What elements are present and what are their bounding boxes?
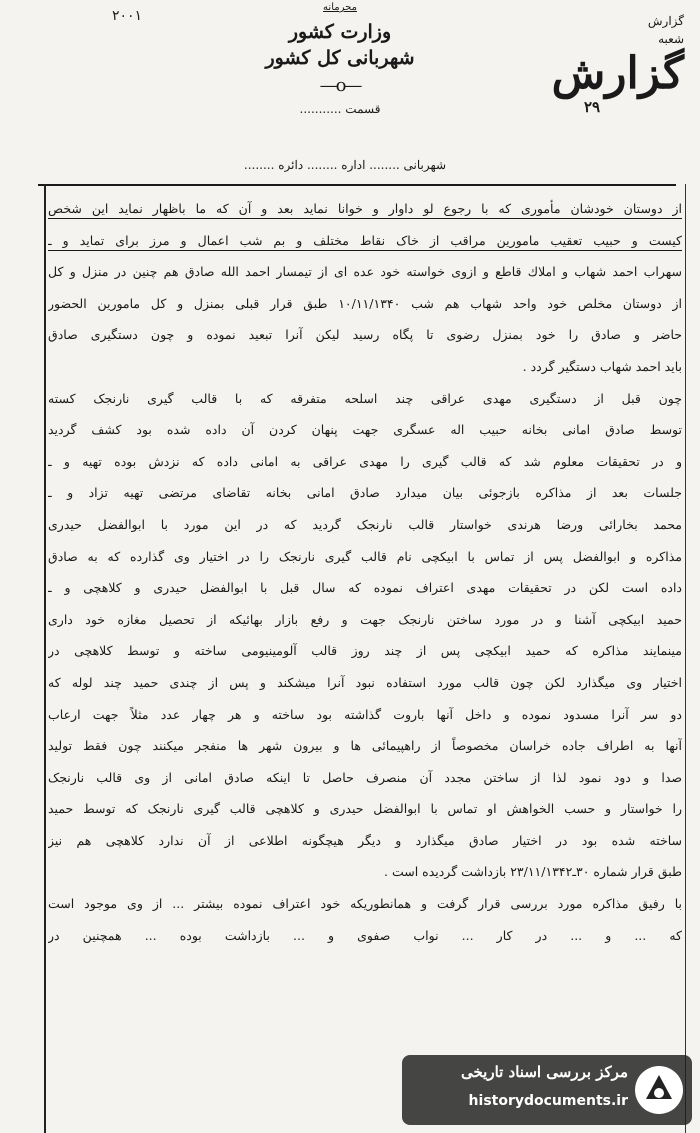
body-line: جلسات بعد از مذاکره بازجوئی بیان میدارد صادق امانی بخانه تقاضای مرتضی تهیه تزاد و ـ [48,485,682,501]
body-line: ساخته شده بود در اختیار صادق میگذارد و دیگر هیچگونه اطلاعی از آن ندارد کلاهچی هم نیز [48,832,682,848]
ornament-divider: —o— [319,75,361,96]
body-line: را خواستار و حسب الخواهش او تماس با ابوالفضل حیدری و کلاهچی قالب گیری نارنجک که توسط حمید [48,801,682,817]
classification-stamp: محرمانه [323,2,357,13]
body-line: حمید ابیکچی آشنا و در مورد ساختن نارنجک جهت و رفع بازار بهائیکه از تحصیل مغازه خود داری [48,611,682,627]
report-small-label: گزارش [647,14,684,28]
body-line: توسط صادق امانی بخانه حبیب اله عسگری جهت پنهان کردن آن داده شده بود کشف گردید [48,422,682,438]
body-line: کیست و حبیب تعقیب مامورین مراقب از خاک نقاط مختلف و بم شب اعمال و مرز برای تماید و ـ [48,232,682,248]
corner-number: ۲۰۰۱ [112,8,143,24]
body-line: باید احمد شهاب دستگیر گردد . [522,358,682,374]
right-margin-rule [685,184,686,1133]
body-line: طبق قرار شماره ۳۰ـ۲۳/۱۱/۱۳۴۲ بازداشت گردیده است . [384,864,682,880]
body-line: از دوستان مخلص خود واحد شهاب هم شب ۱۰/۱۱/۱۳۴۰ طبق قرار قبلی بمنزل و کل مامورین الحضور [48,295,682,311]
body-line: چون قبل از دستگیری مهدی عراقی چند اسلحه متفرقه که با قالب گیری نارنجک کسته [48,390,682,406]
body-line: دو سر آنرا مسدود نموده و داخل آنها باروت گذاشته بود ساخته و هر چهار عدد مثلاً جهت ارعاب [48,706,682,722]
report-number: ۲۹ [584,98,601,117]
body-line: آنها به اطراف جاده خراسان مخصوصاً از راهپیمائی ها و بیرون شهر ها منفجر میکنند چون فقط تولید [48,738,682,754]
header-divider [38,184,676,186]
watermark-badge [402,1055,692,1125]
body-line: داده است لکن در تحقیقات مهدی اعتراف نموده که سال قبل با ابوالفضل حیدری و کلاهچی و ـ [48,580,682,596]
body-line: مینمایند مذاکره که حمید ابیکچی پس از چند روز قالب آلومینیومی ساخته و توسط کلاهچی در [48,643,682,659]
body-line: از دوستان خودشان مأموری که با رجوع لو داوار و خوانا نماید بعد و آن که ما باظهار نماید این شخص [48,201,682,216]
watermark-persian: مرکز بررسی اسناد تاریخی [460,1063,628,1081]
body-line: سهراب احمد شهاب و املاك قاطع و ازوی خواسته خود عده ای از تیمسار احمد الله صادق هم چنین در منزل و کل [48,264,682,280]
report-block [544,10,684,116]
body-line: صدا و دود نمود لذا از ساختن مجدد آن منصرف حاصل تا اینکه صادق امانی از وی قالب نارنجک [48,769,682,785]
branch-label: شعبه [658,32,684,46]
ministry-title: وزارت کشور [288,21,392,43]
body-line: و در تحقیقات معلوم شد که قالب گیری را مهدی عراقی به امانی داده که نزدش بوده تهیه و ـ [48,453,682,469]
body-line: با رفیق مذاکره مورد بررسی قرار گرفت و همانطوریکه خود اعتراف نموده بیشتر ... از وی موجود است [48,896,682,912]
report-title: گزارش [551,48,684,99]
report-body [48,193,682,951]
police-title: شهربانی کل کشور [265,47,415,69]
department-line: شهربانی ........ اداره ........ دائره ........ [243,158,447,172]
left-margin-rule [44,184,46,1133]
body-line: که ... و ... در کار ... نواب صفوی و ... بازداشت بوده ... همچنین در [48,927,682,943]
history-documents-logo-icon [632,1063,686,1117]
body-line: اختیار وی میگذارد لکن چون قالب مورد استفاده نبود آنرا میشکند و پس از چندی حمید چند لوله که [48,674,682,690]
section-field: قسمت ........... [299,102,381,116]
body-line: حاضر و صادق را خود بمنزل رضوی تا پگاه رسید لیکن آنرا تبعید نموده و چون دستگیری صادق [48,327,682,343]
body-line: محمد بخارائی ورضا هرندی خواستار قالب نارنجک گردید که در این مورد با ابوالفضل حیدری [48,516,682,532]
body-line: مذاکره و ابوالفضل پس از تماس با ابیکچی نام قالب گیری نارنجک را در اختیار وی گذارده که به صادق [48,548,682,564]
watermark-url: historydocuments.ir [468,1093,628,1109]
letterhead [210,0,470,116]
